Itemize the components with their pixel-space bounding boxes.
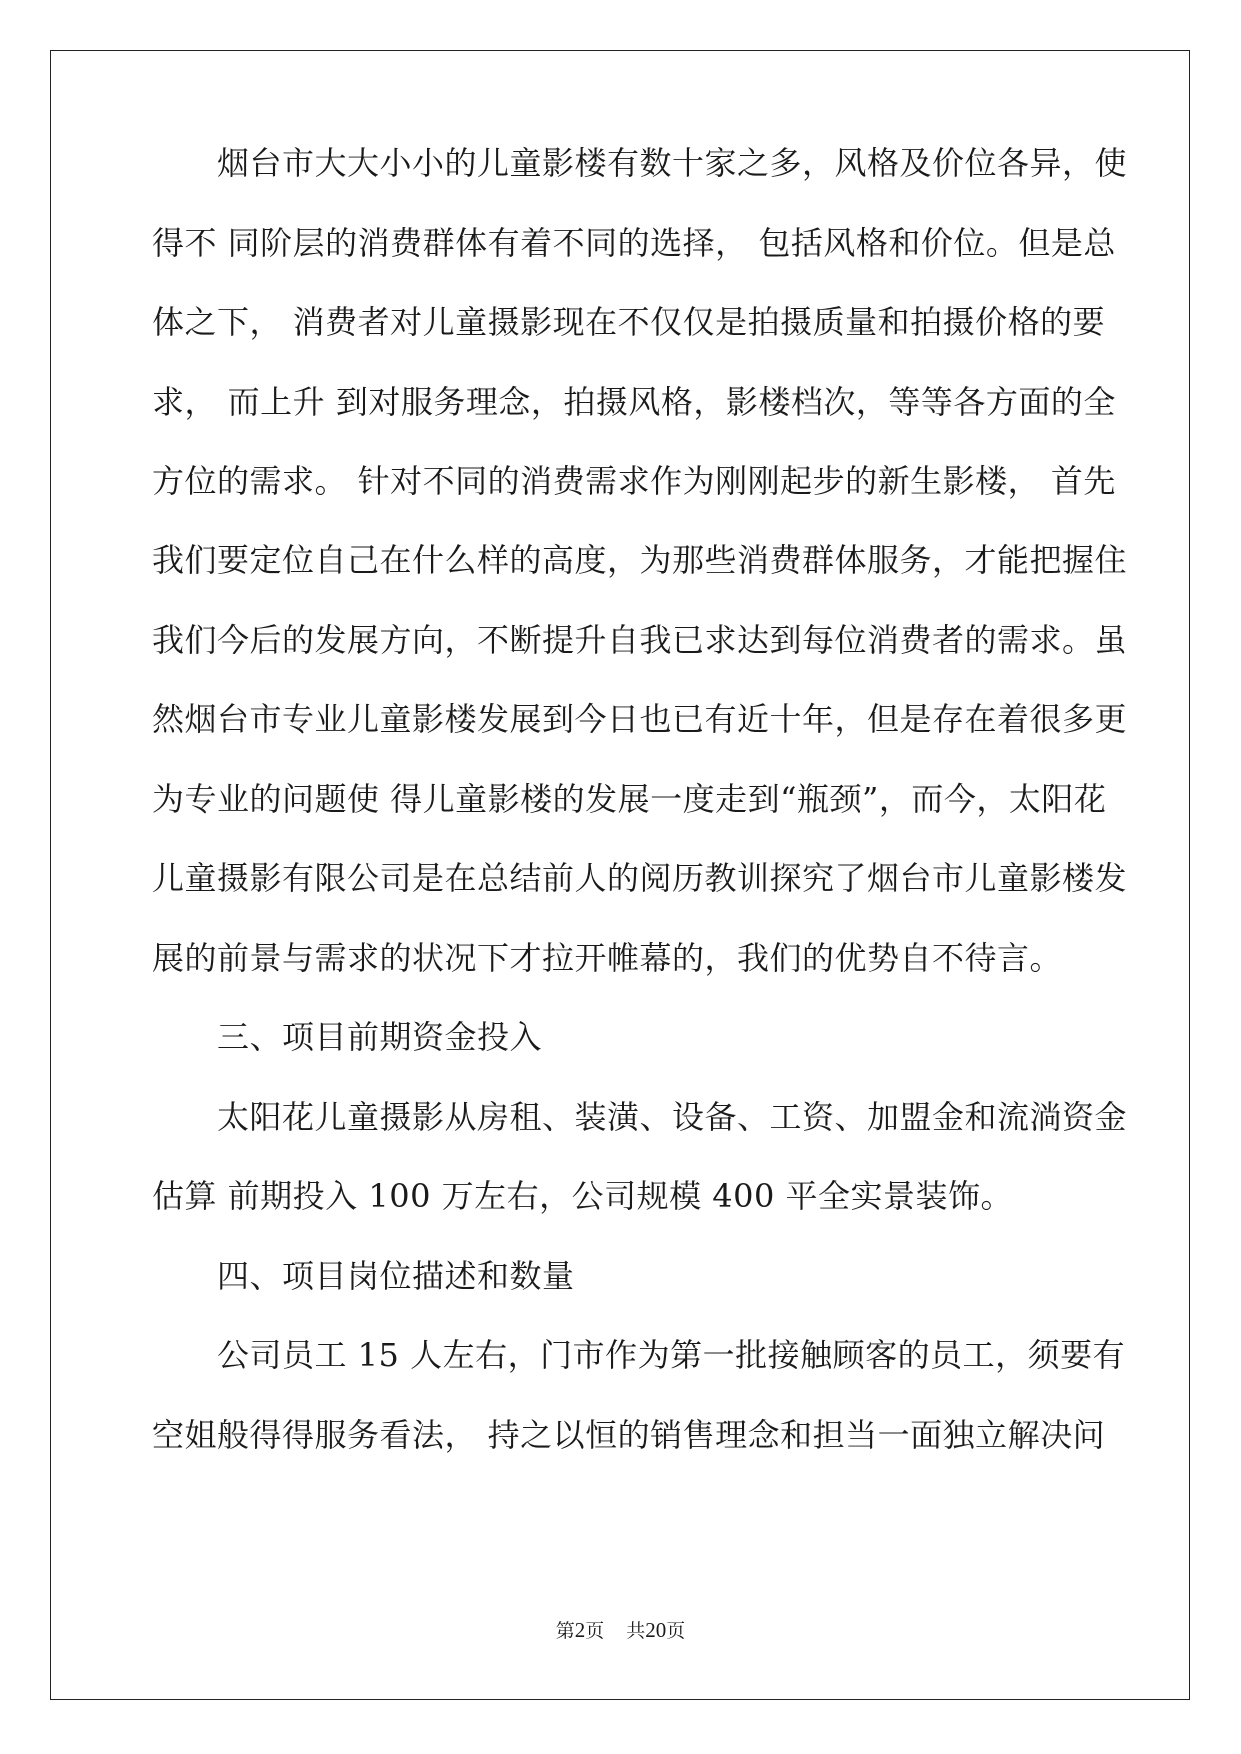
text-line: 太阳花儿童摄影从房租、装潢、设备、工资、加盟金和流淌资金 — [152, 1098, 1128, 1136]
text-line: 体之下， 消费者对儿童摄影现在不仅仅是拍摄质量和拍摄价格的要 — [152, 303, 1106, 341]
text-line: 然烟台市专业儿童影楼发展到今日也已有近十年，但是存在着很多更 — [152, 700, 1128, 738]
page-prefix: 第 — [555, 1620, 575, 1642]
total-suffix: 页 — [666, 1620, 686, 1642]
section-heading: 四、项目岗位描述和数量 — [152, 1257, 575, 1295]
text-line: 方位的需求。 针对不同的消费需求作为刚刚起步的新生影楼， 首先 — [152, 462, 1116, 500]
page-number: 2 — [574, 1618, 586, 1642]
text-line: 我们今后的发展方向，不断提升自我已求达到每位消费者的需求。虽 — [152, 621, 1128, 659]
text-line: 求， 而上升 到对服务理念，拍摄风格，影楼档次，等等各方面的全 — [152, 383, 1116, 421]
total-pages: 20 — [645, 1618, 667, 1642]
text-line: 我们要定位自己在什么样的高度，为那些消费群体服务，才能把握住 — [152, 541, 1128, 579]
text-line: 展的前景与需求的状况下才拉开帷幕的，我们的优势自不待言。 — [152, 939, 1063, 977]
total-prefix: 共 — [626, 1620, 646, 1642]
text-line: 得不 同阶层的消费群体有着不同的选择， 包括风格和价位。但是总 — [152, 224, 1116, 262]
page-suffix: 页 — [585, 1620, 605, 1642]
text-line: 儿童摄影有限公司是在总结前人的阅历教训探究了烟台市儿童影楼发 — [152, 859, 1128, 897]
text-line: 估算 前期投入 100 万左右，公司规模 400 平全实景装饰。 — [152, 1177, 1014, 1215]
text-line: 为专业的问题使 得儿童影楼的发展一度走到“瓶颈”，而今，太阳花 — [152, 780, 1107, 818]
text-line: 烟台市大大小小的儿童影楼有数十家之多，风格及价位各异，使 — [152, 144, 1128, 182]
section-heading: 三、项目前期资金投入 — [152, 1018, 543, 1056]
text-line: 公司员工 15 人左右，门市作为第一批接触顾客的员工，须要有 — [152, 1336, 1126, 1374]
text-line: 空姐般得得服务看法， 持之以恒的销售理念和担当一面独立解决问 — [152, 1416, 1106, 1454]
page-footer — [0, 1617, 1241, 1644]
